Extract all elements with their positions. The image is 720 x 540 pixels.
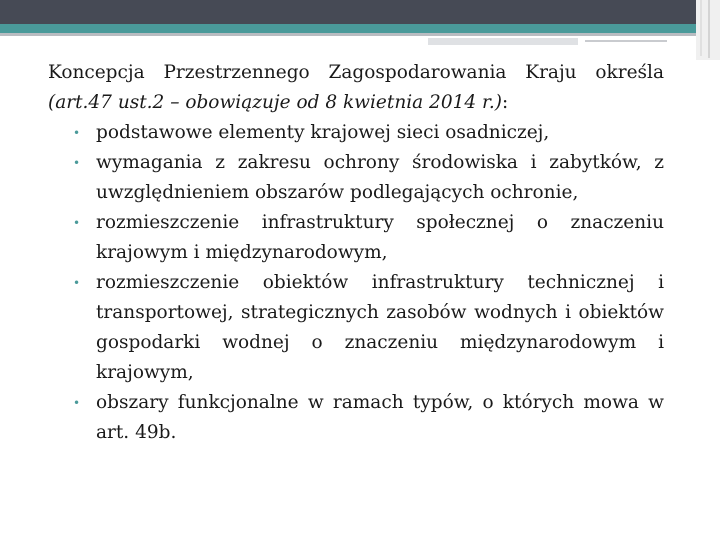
intro-line: Koncepcja Przestrzennego Zagospodarowania Kraju określa: [48, 62, 664, 83]
intro-paragraph: [48, 58, 664, 118]
list-item: [48, 388, 664, 448]
header-accent-strip: [428, 38, 578, 45]
list-item-text: wymagania z zakresu ochrony środowiska i zabytków, z uwzględnieniem obszarów podlegających ochronie,: [96, 152, 664, 203]
list-item: [48, 148, 664, 208]
header-band-grey: [0, 33, 720, 36]
list-item: [48, 118, 664, 148]
bullet-icon: •: [73, 216, 81, 230]
header-accent-line: [585, 40, 667, 42]
header-band-dark: [0, 0, 720, 24]
list-item-text: podstawowe elementy krajowej sieci osadniczej,: [96, 122, 550, 143]
list-item-text: obszary funkcjonalne w ramach typów, o których mowa w art. 49b.: [96, 392, 664, 443]
bullet-icon: •: [73, 126, 81, 140]
bullet-icon: •: [73, 156, 81, 170]
slide-content: [48, 58, 664, 448]
list-item-text: rozmieszczenie infrastruktury społecznej o znaczeniu krajowym i międzynarodowym,: [96, 212, 664, 263]
corner-panel-line: [700, 0, 702, 56]
bullet-icon: •: [73, 396, 81, 410]
bullet-icon: •: [73, 276, 81, 290]
corner-panel-line: [708, 0, 710, 58]
list-item: [48, 268, 664, 388]
header-band-teal: [0, 24, 720, 33]
bullet-list: [48, 118, 664, 448]
list-item: [48, 208, 664, 268]
intro-legal-reference: [48, 88, 664, 118]
legal-reference-text: (art.47 ust.2 – obowiązuje od 8 kwietnia 2014 r.): [48, 92, 502, 113]
intro-colon: :: [501, 92, 509, 113]
list-item-text: rozmieszczenie obiektów infrastruktury technicznej i transportowej, strategicznych zasobów wodnych i obiektów gospodarki wodnej o znaczeniu międzynarodowym i krajowym,: [96, 272, 664, 383]
